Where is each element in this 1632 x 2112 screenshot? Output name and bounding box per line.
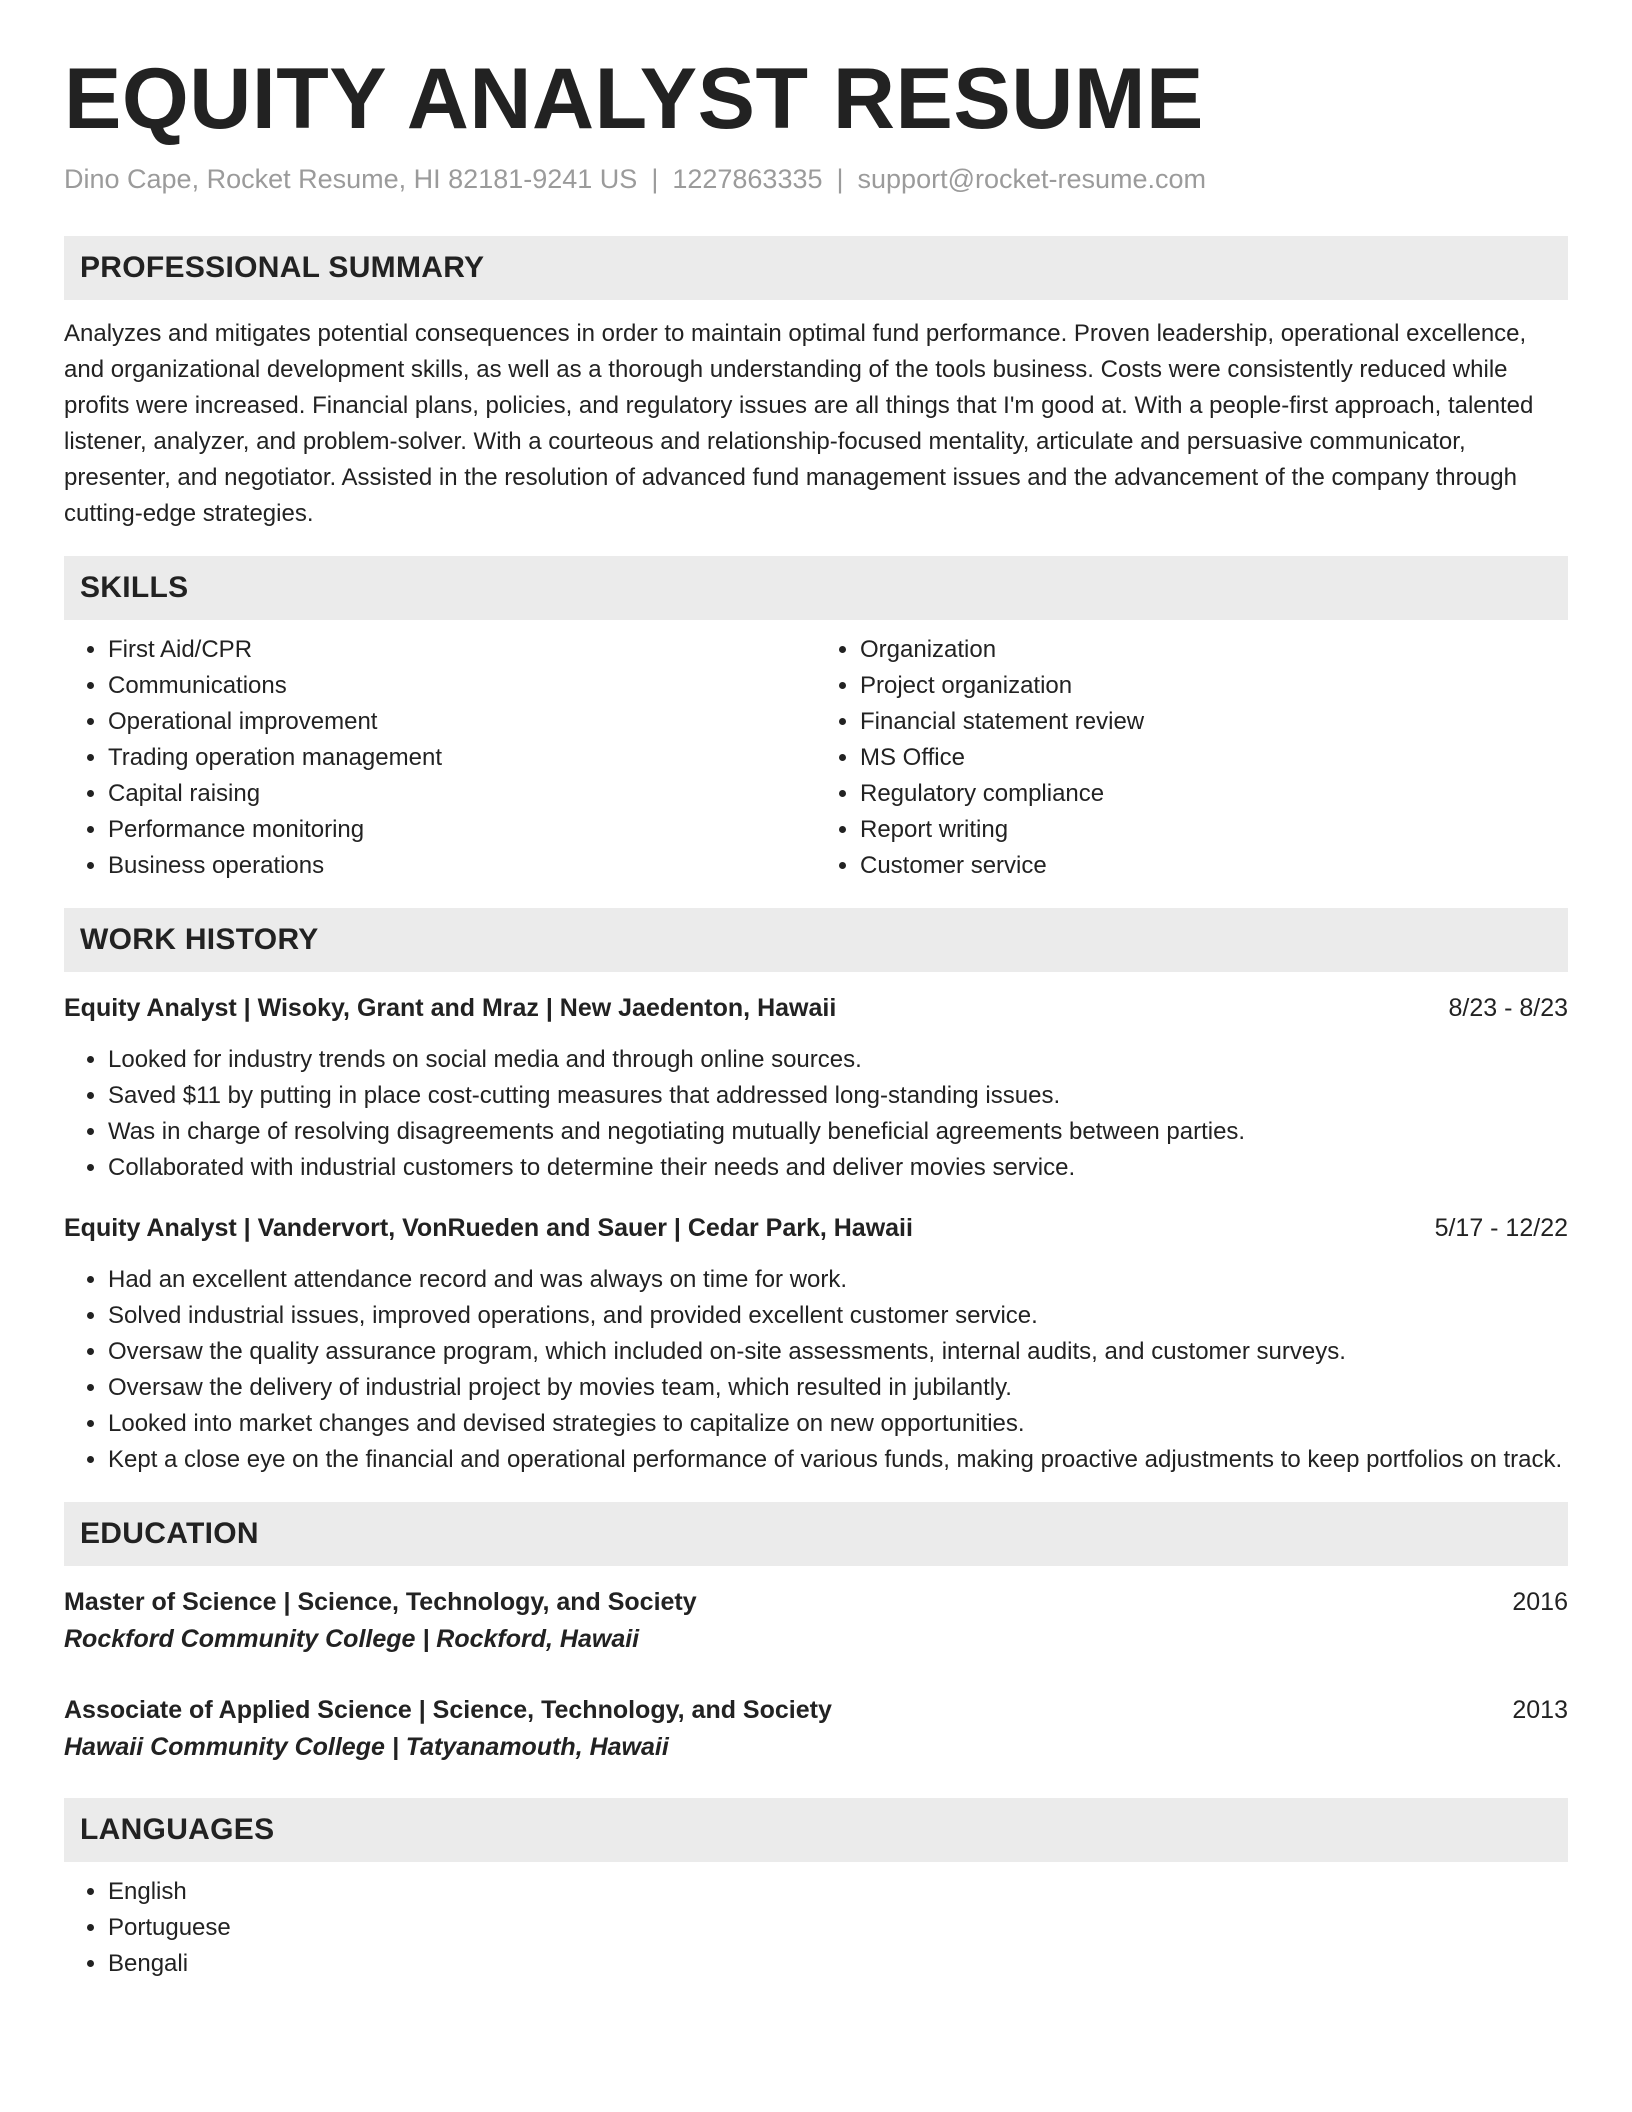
job-dates: 5/17 - 12/22 xyxy=(1434,1214,1568,1243)
job-bullet: • Was in charge of resolving disagreements and negotiating mutually beneficial agreements between parties. xyxy=(108,1114,1568,1150)
page-title: EQUITY ANALYST RESUME xyxy=(64,51,1204,147)
languages-section xyxy=(64,1798,1568,1982)
job-title: Equity Analyst | Wisoky, Grant and Mraz | New Jaedenton, Hawaii xyxy=(64,994,837,1023)
contact-line xyxy=(64,161,1568,199)
skill-item: • Trading operation management xyxy=(108,740,816,776)
education-heading: EDUCATION xyxy=(64,1502,1568,1566)
job-header xyxy=(64,990,1568,1026)
skill-item: • Customer service xyxy=(860,848,1568,884)
contact-email: support@rocket-resume.com xyxy=(857,163,1207,194)
job-bullet: • Oversaw the quality assurance program, which included on-site assessments, internal audits, and customer surveys. xyxy=(108,1334,1568,1370)
skill-item: • Report writing xyxy=(860,812,1568,848)
summary-heading: PROFESSIONAL SUMMARY xyxy=(64,236,1568,300)
education-header xyxy=(64,1692,1568,1728)
skills-heading: SKILLS xyxy=(64,556,1568,620)
job-entry xyxy=(64,990,1568,1186)
education-header xyxy=(64,1584,1568,1620)
job-bullet: • Oversaw the delivery of industrial project by movies team, which resulted in jubilantly. xyxy=(108,1370,1568,1406)
education-year: 2013 xyxy=(1512,1696,1568,1725)
education-degree: Associate of Applied Science | Science, Technology, and Society xyxy=(64,1696,832,1725)
education-year: 2016 xyxy=(1512,1588,1568,1617)
job-bullet: • Saved $11 by putting in place cost-cutting measures that addressed long-standing issues. xyxy=(108,1078,1568,1114)
education-section xyxy=(64,1502,1568,1766)
skill-item: • MS Office xyxy=(860,740,1568,776)
skill-item: • Capital raising xyxy=(108,776,816,812)
job-bullet: • Kept a close eye on the financial and operational performance of various funds, making proactive adjustments to keep portfolios on track. xyxy=(108,1442,1568,1478)
skill-item: • Project organization xyxy=(860,668,1568,704)
contact-phone: 1227863335 xyxy=(672,163,823,194)
skills-column-right xyxy=(816,632,1568,884)
language-item: • English xyxy=(108,1874,1568,1910)
skill-item: • Business operations xyxy=(108,848,816,884)
work-history-heading: WORK HISTORY xyxy=(64,908,1568,972)
summary-section xyxy=(64,236,1568,532)
language-item: • Bengali xyxy=(108,1946,1568,1982)
skill-item: • Performance monitoring xyxy=(108,812,816,848)
job-bullet: • Solved industrial issues, improved operations, and provided excellent customer service. xyxy=(108,1298,1568,1334)
skills-grid xyxy=(64,632,1568,884)
job-dates: 8/23 - 8/23 xyxy=(1448,994,1568,1023)
education-entry xyxy=(64,1584,1568,1658)
job-entry xyxy=(64,1210,1568,1478)
languages-list xyxy=(64,1874,1568,1982)
contact-address: Dino Cape, Rocket Resume, HI 82181-9241 US xyxy=(64,163,638,194)
education-school: Rockford Community College | Rockford, Hawaii xyxy=(64,1625,640,1654)
skill-item: • Regulatory compliance xyxy=(860,776,1568,812)
skill-item: • Financial statement review xyxy=(860,704,1568,740)
skill-item: • First Aid/CPR xyxy=(108,632,816,668)
work-history-section xyxy=(64,908,1568,1478)
languages-heading: LANGUAGES xyxy=(64,1798,1568,1862)
skill-item: • Operational improvement xyxy=(108,704,816,740)
contact-separator: | xyxy=(651,163,659,194)
job-header xyxy=(64,1210,1568,1246)
education-school: Hawaii Community College | Tatyanamouth, Hawaii xyxy=(64,1733,669,1762)
job-bullet: • Had an excellent attendance record and was always on time for work. xyxy=(108,1262,1568,1298)
job-bullet: • Looked for industry trends on social media and through online sources. xyxy=(108,1042,1568,1078)
job-bullets xyxy=(64,1042,1568,1186)
job-bullet: • Looked into market changes and devised strategies to capitalize on new opportunities. xyxy=(108,1406,1568,1442)
job-bullets xyxy=(64,1262,1568,1478)
job-bullet: • Collaborated with industrial customers to determine their needs and deliver movies service. xyxy=(108,1150,1568,1186)
skill-item: • Communications xyxy=(108,668,816,704)
skills-column-left xyxy=(64,632,816,884)
contact-separator: | xyxy=(836,163,844,194)
skills-section xyxy=(64,556,1568,884)
language-item: • Portuguese xyxy=(108,1910,1568,1946)
summary-text: Analyzes and mitigates potential consequences in order to maintain optimal fund performance. Proven leadership, operational excellence, and organizational development skills, as well as a thorough understanding of the tools business. Costs were consistently reduced while profits were increased. Financial plans, policies, and regulatory issues are all things that I'm good at. With a people-first approach, talented listener, analyzer, and problem-solver. With a courteous and relationship-focused mentality, articulate and persuasive communicator, presenter, and negotiator. Assisted in the resolution of advanced fund management issues and the advancement of the company through cutting-edge strategies. xyxy=(64,320,1534,528)
job-title: Equity Analyst | Vandervort, VonRueden and Sauer | Cedar Park, Hawaii xyxy=(64,1214,913,1243)
education-entry xyxy=(64,1692,1568,1766)
education-degree: Master of Science | Science, Technology, and Society xyxy=(64,1588,697,1617)
skill-item: • Organization xyxy=(860,632,1568,668)
